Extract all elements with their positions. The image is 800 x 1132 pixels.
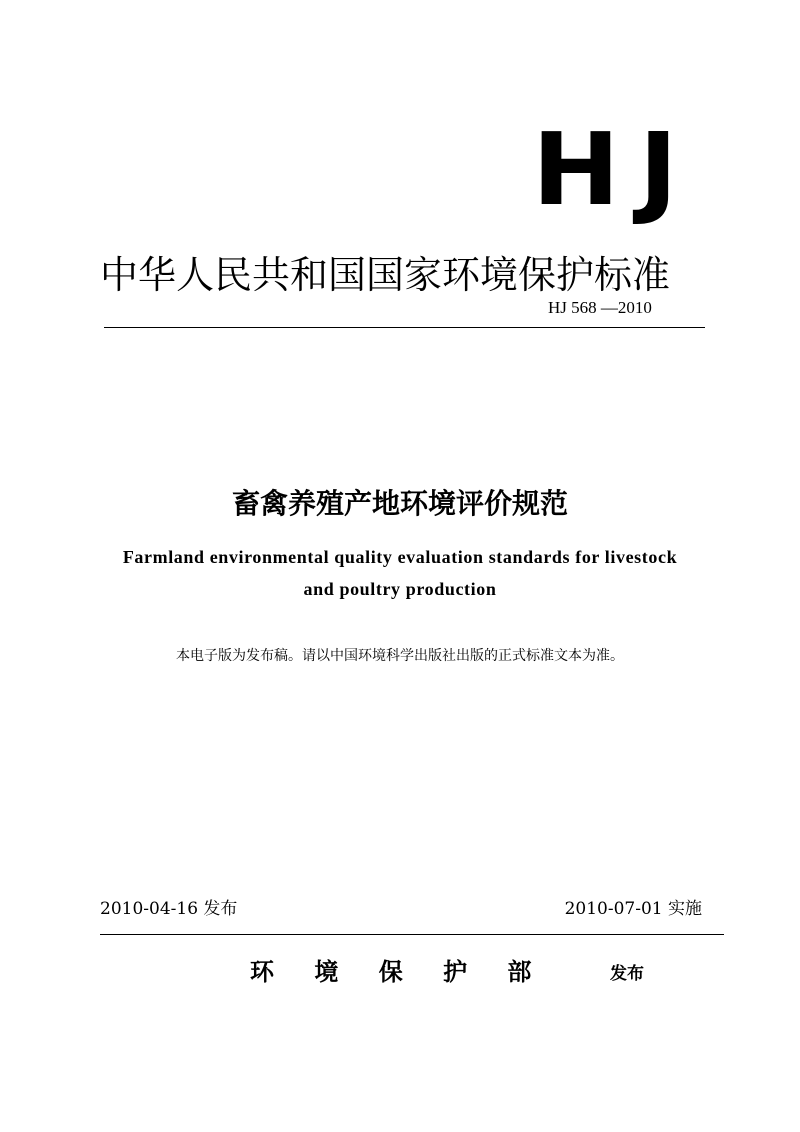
top-divider xyxy=(104,327,705,328)
hj-logo: HJ xyxy=(532,111,697,228)
issuing-authority: 环 境 保 护 部 xyxy=(250,957,548,986)
publish-label: 发布 xyxy=(610,964,644,984)
edition-notice: 本电子版为发布稿。请以中国环境科学出版社出版的正式标准文本为准。 xyxy=(176,648,624,664)
document-title-english-line1: Farmland environmental quality evaluation standards for livestock xyxy=(122,547,678,567)
document-title-chinese: 畜禽养殖产地环境评价规范 xyxy=(231,487,568,520)
issue-date: 2010-04-16 发布 xyxy=(100,899,238,919)
bottom-divider xyxy=(100,934,724,935)
implementation-date: 2010-07-01 实施 xyxy=(564,899,702,919)
document-title-english-line2: and poultry production xyxy=(303,579,497,599)
standard-number: HJ 568 —2010 xyxy=(548,298,652,317)
standard-title: 中华人民共和国国家环境保护标准 xyxy=(100,253,671,297)
